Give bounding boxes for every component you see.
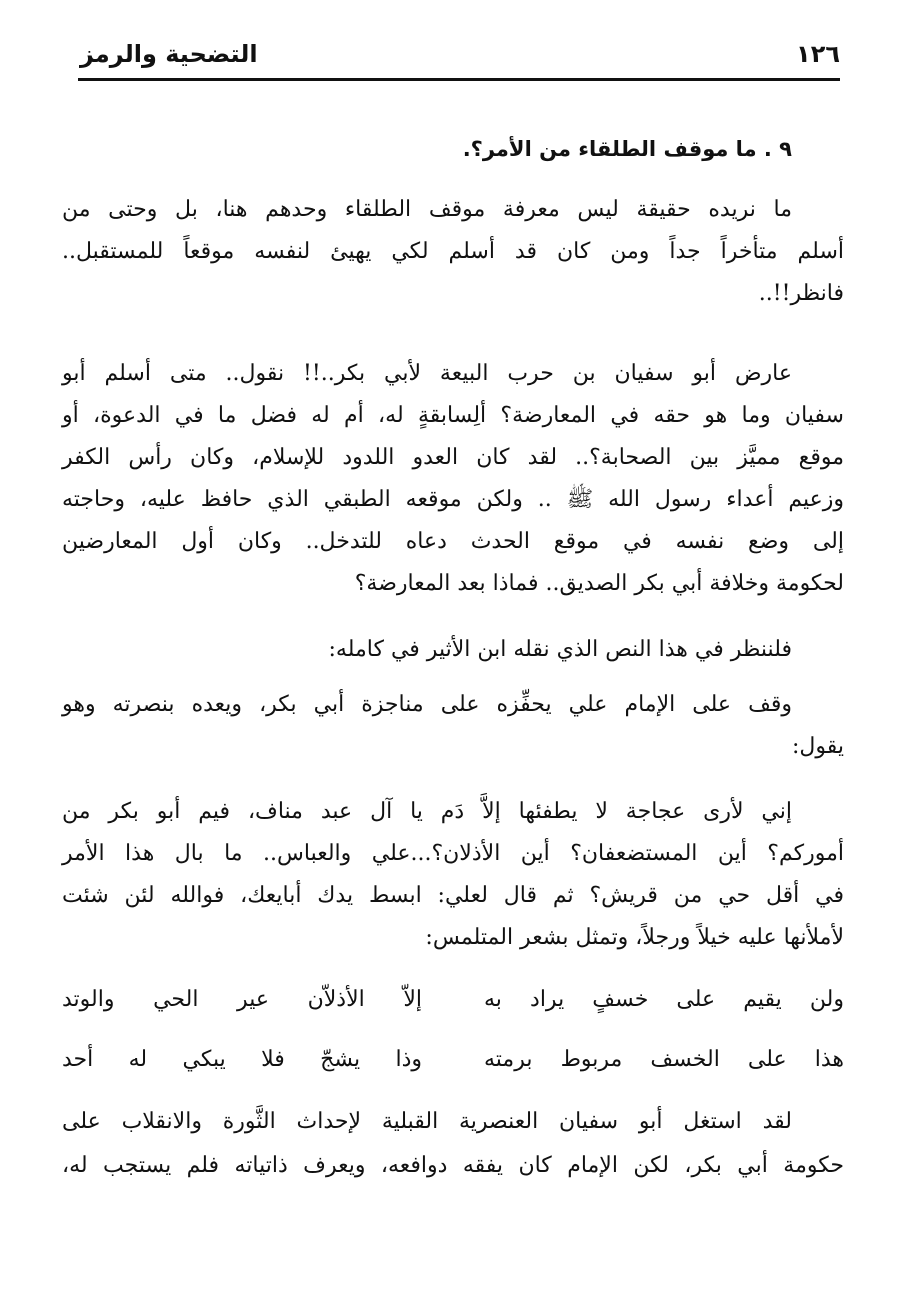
section-heading: ٩ . ما موقف الطلقاء من الأمر؟. bbox=[462, 137, 792, 161]
paragraph-line: ما نريده حقيقة ليس معرفة موقف الطلقاء وحدهم هنا، بل وحتى من bbox=[62, 197, 793, 222]
page-number: ١٢٦ bbox=[796, 40, 840, 68]
paragraph-line: لحكومة وخلافة أبي بكر الصديق.. فماذا بعد المعارضة؟ bbox=[354, 571, 844, 596]
paragraph-line: فانظر!!.. bbox=[758, 281, 844, 306]
paragraph-line: موقع مميَّز بين الصحابة؟.. لقد كان العدو اللدود للإسلام، وكان رأس الكفر bbox=[62, 445, 844, 470]
paragraph-line: يقول: bbox=[791, 734, 844, 759]
paragraph-line: وقف على الإمام علي يحفِّزه على مناجزة أبي بكر، ويعده بنصرته وهو bbox=[62, 692, 792, 717]
paragraph-line: سفيان وما هو حقه في المعارضة؟ ألِسابقةٍ له، أم له فضل ما في الدعوة، أو bbox=[62, 403, 844, 428]
paragraph-line: عارض أبو سفيان بن حرب البيعة لأبي بكر..!! نقول.. متى أسلم أبو bbox=[62, 361, 792, 386]
verse-second-hemistich: وذا يشجّ فلا يبكي له أحد bbox=[62, 1047, 422, 1072]
poem-verse bbox=[62, 984, 844, 1016]
paragraph-line: إني لأرى عجاجة لا يطفئها إلاَّ دَم يا آل عبد مناف، فيم أبو بكر من bbox=[62, 799, 792, 824]
paragraph-line: أموركم؟ أين المستضعفان؟ أين الأذلان؟...علي والعباس.. ما بال هذا الأمر bbox=[62, 841, 844, 866]
paragraph-line: فلننظر في هذا النص الذي نقله ابن الأثير في كامله: bbox=[328, 637, 792, 662]
header-rule bbox=[78, 78, 840, 81]
paragraph-line: في أقل حي من قريش؟ ثم قال لعلي: ابسط يدك أبايعك، فوالله لئن شئت bbox=[62, 883, 844, 908]
running-title: التضحية والرمز bbox=[80, 40, 258, 68]
verse-first-hemistich: هذا على الخسف مربوط برمته bbox=[484, 1047, 844, 1072]
verse-second-hemistich: إلاّ الأذلاّن عير الحي والوتد bbox=[62, 987, 422, 1012]
paragraph-line: إلى وضع نفسه في موقع الحدث دعاه للتدخل.. وكان أول المعارضين bbox=[62, 529, 844, 554]
paragraph-line: لأملأنها عليه خيلاً ورجلاً، وتمثل بشعر المتلمس: bbox=[425, 925, 844, 950]
paragraph-line: حكومة أبي بكر، لكن الإمام كان يفقه دوافعه، ويعرف ذاتياته فلم يستجب له، bbox=[62, 1153, 844, 1178]
paragraph-line: أسلم متأخراً جداً ومن كان قد أسلم لكي يهيئ لنفسه موقعاً للمستقبل.. bbox=[62, 239, 844, 264]
poem-verse bbox=[62, 1044, 844, 1076]
paragraph-line: لقد استغل أبو سفيان العنصرية القبلية لإحداث الثَّورة والانقلاب على bbox=[62, 1109, 792, 1134]
paragraph-line: وزعيم أعداء رسول الله ﷺ .. ولكن موقعه الطبقي الذي حافظ عليه، وحاجته bbox=[62, 487, 844, 512]
verse-first-hemistich: ولن يقيم على خسفٍ يراد به bbox=[484, 987, 844, 1012]
